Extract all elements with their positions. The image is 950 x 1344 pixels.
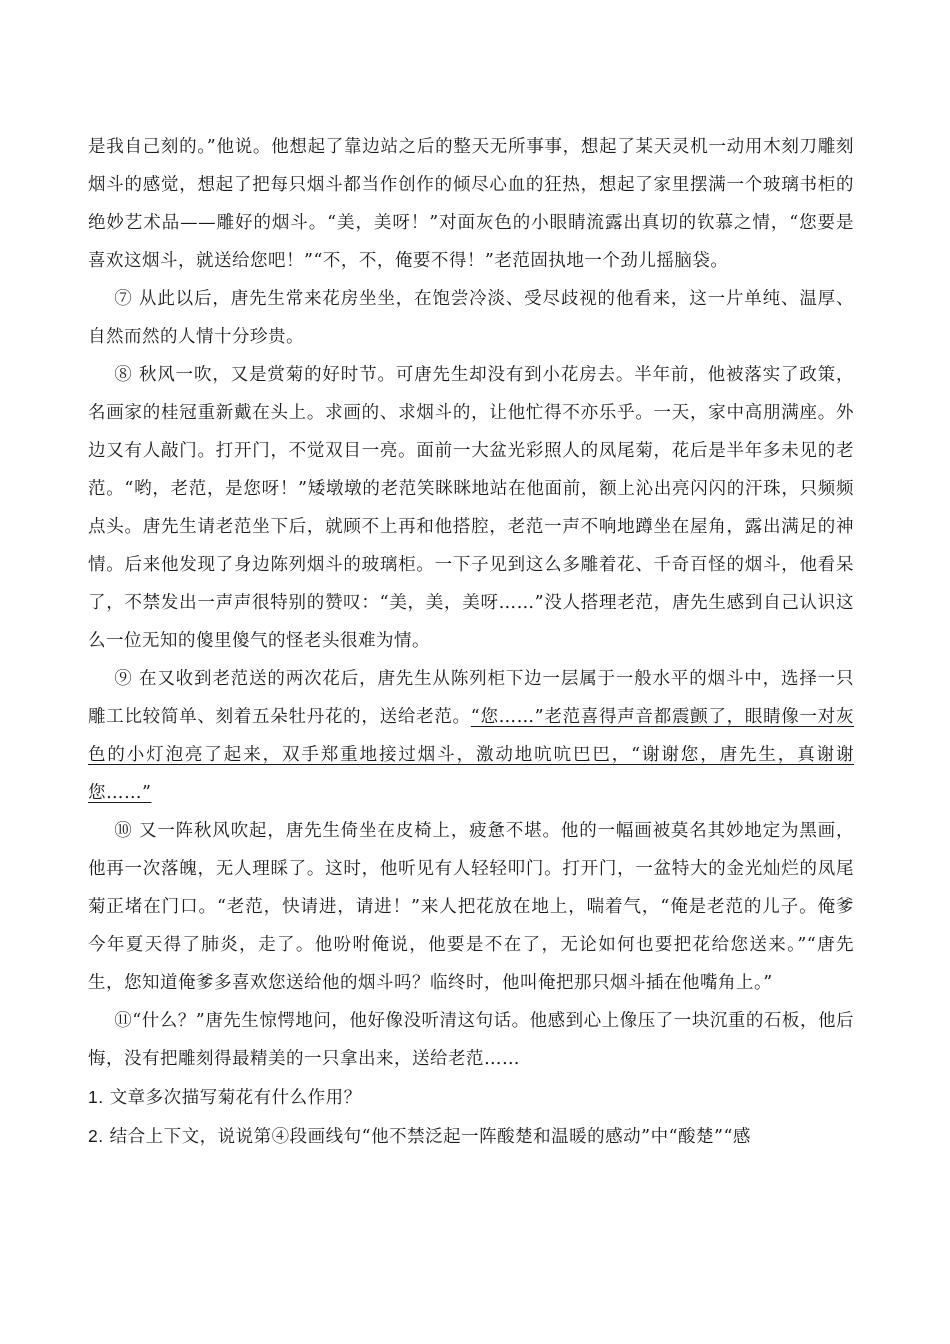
paragraph-7: ⑦ 从此以后，唐先生常来花房坐坐，在饱尝冷淡、受尽歧视的他看来，这一片单纯、温厚、自然而然的人情十分珍贵。	[88, 289, 854, 347]
paragraph-10: ⑩ 又一阵秋风吹起，唐先生倚坐在皮椅上，疲惫不堪。他的一幅画被莫名其妙地定为黑画，他再一次落魄，无人理睬了。这时，他听见有人轻轻叩门。打开门，一盆特大的金光灿烂的凤尾菊正堵在门口。“老范，快请进，请进！”来人把花放在地上，喘着气，“俺是老范的儿子。俺爹今年夏天得了肺炎，走了。他吩咐俺说，他要是不在了，无论如何也要把花给您送来。”“唐先生，您知道俺爹多喜欢您送给他的烟斗吗？临终时，他叫俺把那只烟斗插在他嘴角上。”	[88, 821, 854, 993]
document-page	[88, 128, 854, 1156]
question-2	[88, 1117, 854, 1156]
paragraph-6-continued: 是我自己刻的。”他说。他想起了靠边站之后的整天无所事事，想起了某天灵机一动用木刻刀雕刻烟斗的感觉，想起了把每只烟斗都当作创作的倾尽心血的狂热，想起了家里摆满一个玻璃书柜的绝妙艺术品——雕好的烟斗。“美，美呀！”对面灰色的小眼睛流露出真切的钦慕之情，“您要是喜欢这烟斗，就送给您吧！”“不，不，俺要不得！”老范固执地一个劲儿摇脑袋。	[88, 137, 854, 271]
question-2-number: 2.	[88, 1126, 104, 1146]
question-2-text: 结合上下文，说说第④段画线句“他不禁泛起一阵酸楚和温暖的感动”中“酸楚”“感	[103, 1127, 751, 1147]
question-1-text: 文章多次描写菊花有什么作用？	[103, 1088, 362, 1108]
paragraph-9-text: ⑨ 在又收到老范送的两次花后，唐先生从陈列柜下边一层属于一般水平的烟斗中，选择一只雕工比较简单、刻着五朵牡丹花的，送给老范。	[88, 669, 854, 727]
paragraph-8: ⑧ 秋风一吹，又是赏菊的好时节。可唐先生却没有到小花房去。半年前，他被落实了政策，名画家的桂冠重新戴在头上。求画的、求烟斗的，让他忙得不亦乐乎。一天，家中高朋满座。外边又有人敲门。打开门，不觉双目一亮。面前一大盆光彩照人的凤尾菊，花后是半年多未见的老范。“哟，老范，是您呀！”矮墩墩的老范笑眯眯地站在他面前，额上沁出亮闪闪的汗珠，只频频点头。唐先生请老范坐下后，就顾不上再和他搭腔，老范一声不响地蹲坐在屋角，露出满足的神情。后来他发现了身边陈列烟斗的玻璃柜。一下子见到这么多雕着花、千奇百怪的烟斗，他看呆了，不禁发出一声声很特别的赞叹：“美，美，美呀……”没人搭理老范，唐先生感到自己认识这么一位无知的傻里傻气的怪老头很难为情。	[88, 365, 854, 651]
paragraph-11: ⑪“什么？”唐先生惊愕地问，他好像没听清这句话。他感到心上像压了一块沉重的石板，他后悔，没有把雕刻得最精美的一只拿出来，送给老范……	[88, 1011, 854, 1069]
question-1	[88, 1078, 854, 1117]
question-1-number: 1.	[88, 1087, 104, 1107]
paragraph-9	[88, 660, 854, 812]
paragraph-9-underlined-sentence: “您……”老范喜得声音都震颤了，眼睛像一对灰色的小灯泡亮了起来，双手郑重地接过烟斗，激动地吭吭巴巴，“谢谢您，唐先生，真谢谢您……”	[88, 707, 854, 803]
